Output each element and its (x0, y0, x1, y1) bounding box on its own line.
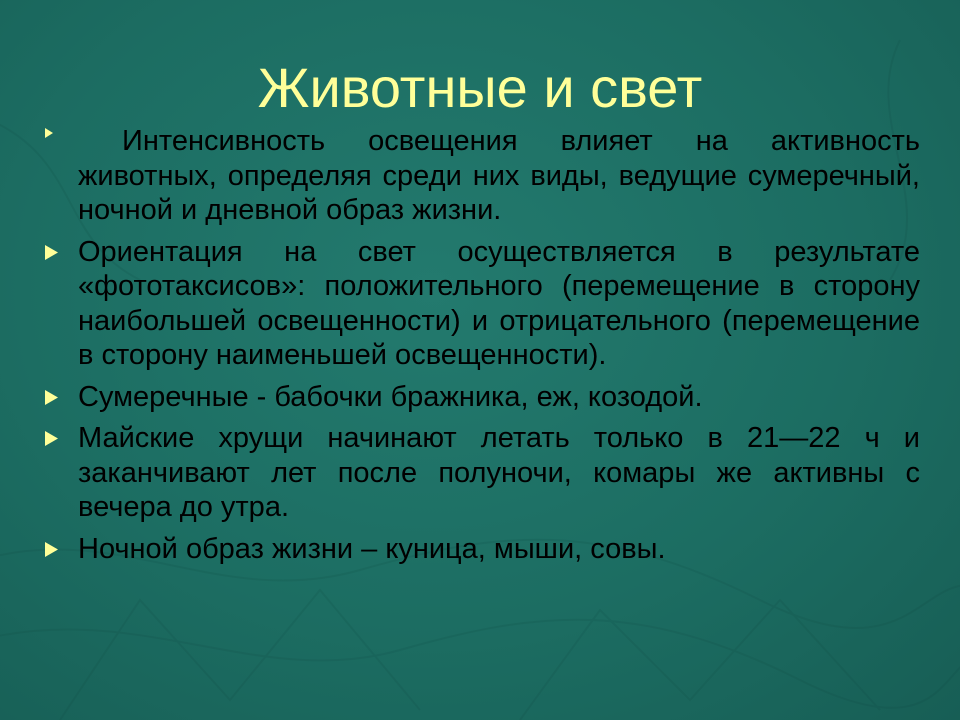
bullet-item (40, 380, 920, 415)
triangle-right-icon (45, 380, 59, 414)
triangle-right-icon (45, 235, 59, 269)
slide-title: Животные и свет (257, 56, 703, 119)
bullet-text: Ночной образ жизни – куница, мыши, совы. (78, 532, 666, 565)
bullet-item (40, 124, 920, 228)
bullet-item (40, 532, 920, 567)
bullet-item (40, 421, 920, 525)
triangle-right-icon (45, 532, 59, 566)
bullet-text: Ориентация на свет осуществляется в результате «фототаксисов»: положительного (перемещение в сторону наибольшей освещенности) и отрицательного (перемещение в сторону наименьшей освещенности). (78, 235, 920, 371)
bullet-text: Интенсивность освещения влияет на активность животных, определяя среди них виды, ведущие сумеречный, ночной и дневной образ жизни. (78, 125, 920, 226)
triangle-right-icon (45, 124, 59, 158)
bullet-item (40, 235, 920, 373)
bullet-text: Майские хрущи начинают летать только в 21—22 ч и заканчивают лет после полуночи, комары же активны с вечера до утра. (78, 422, 920, 523)
bullet-list (40, 124, 920, 573)
triangle-right-icon (45, 421, 59, 455)
bullet-text: Сумеречные - бабочки бражника, еж, козодой. (78, 380, 703, 413)
